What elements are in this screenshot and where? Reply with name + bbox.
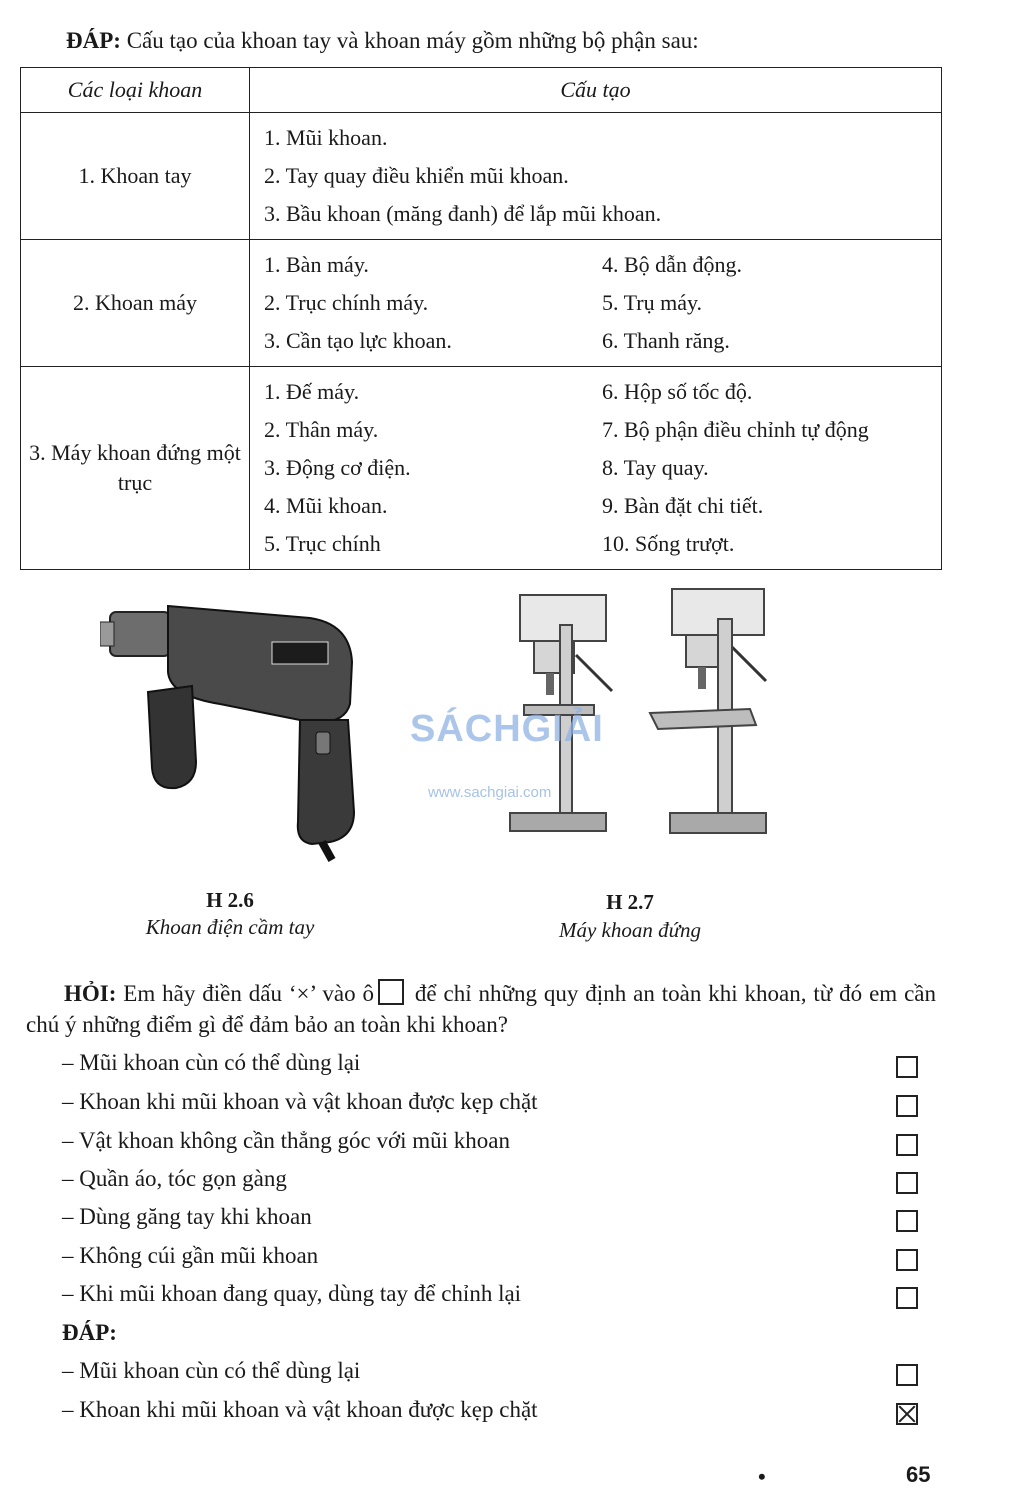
checkbox[interactable] [896, 1287, 918, 1309]
checkbox[interactable] [896, 1249, 918, 1271]
table-header-row [21, 68, 942, 113]
question-item: – Không cúi gần mũi khoan [62, 1243, 319, 1268]
figure-caption: Khoan điện cầm tay [145, 915, 315, 939]
checkbox[interactable] [896, 1210, 918, 1232]
table-row [21, 367, 942, 570]
page-number: 65 [906, 1462, 931, 1487]
watermark [410, 708, 604, 751]
intro-label: ĐÁP: [66, 28, 121, 53]
checkbox[interactable] [896, 1172, 918, 1194]
part-item: 4. Mũi khoan. [264, 493, 388, 518]
figure-title: H 2.6 [206, 888, 254, 912]
question-text-end: để chỉ những quy định an toàn khi khoan, từ đó em cần chú ý những điểm gì để đảm bảo an toàn khi khoan? [26, 981, 936, 1037]
parts-cell [250, 240, 942, 367]
checkbox[interactable] [896, 1095, 918, 1117]
question-label: HỎI: [64, 981, 117, 1006]
part-item: 2. Trục chính máy. [264, 290, 429, 315]
checkbox[interactable] [896, 1056, 918, 1078]
table-row [21, 240, 942, 367]
part-item: 1. Đế máy. [264, 379, 360, 404]
answer-item: – Khoan khi mũi khoan và vật khoan được kẹp chặt [62, 1397, 538, 1422]
question-item: – Khoan khi mũi khoan và vật khoan được kẹp chặt [62, 1089, 538, 1114]
example-checkbox [378, 979, 404, 1005]
part-item: 7. Bộ phận điều chỉnh tự động [602, 417, 869, 442]
table-row [21, 113, 942, 240]
part-item: 1. Mũi khoan. [264, 125, 388, 150]
question-item: – Quần áo, tóc gọn gàng [62, 1166, 287, 1191]
question-item: – Dùng găng tay khi khoan [62, 1204, 312, 1229]
parts-cell [250, 367, 942, 570]
part-item: 6. Hộp số tốc độ. [602, 379, 753, 404]
figure-title: H 2.7 [606, 890, 654, 914]
question-item: – Khi mũi khoan đang quay, dùng tay để chỉnh lại [62, 1281, 522, 1306]
watermark-url: www.sachgiai.com [428, 784, 552, 801]
part-item: 5. Trụ máy. [602, 290, 703, 315]
checkbox[interactable] [896, 1364, 918, 1386]
answer-item: – Mũi khoan cùn có thể dùng lại [62, 1358, 361, 1383]
question-item: – Vật khoan không cần thẳng góc với mũi khoan [62, 1128, 511, 1153]
checkbox-checked[interactable] [896, 1403, 918, 1425]
part-item: 10. Sống trượt. [602, 531, 735, 556]
header-drill-types: Các loại khoan [21, 68, 250, 113]
intro-line [66, 28, 699, 54]
drill-parts-table [20, 67, 942, 570]
part-item: 2. Thân máy. [264, 417, 379, 442]
part-item: 8. Tay quay. [602, 455, 709, 480]
part-item: 3. Bầu khoan (măng đanh) để lắp mũi khoan. [264, 201, 662, 226]
part-item: 3. Cần tạo lực khoan. [264, 328, 452, 353]
page-mark: • [758, 1464, 766, 1489]
drill-type-cell: 1. Khoan tay [21, 113, 250, 240]
checkbox[interactable] [896, 1134, 918, 1156]
question-item: – Mũi khoan cùn có thể dùng lại [62, 1050, 361, 1075]
part-item: 5. Trục chính [264, 531, 381, 556]
drill-type-cell: 3. Máy khoan đứng một trục [21, 367, 250, 570]
hand-drill-image [100, 592, 370, 862]
part-item: 3. Động cơ điện. [264, 455, 411, 480]
part-item: 9. Bàn đặt chi tiết. [602, 493, 764, 518]
answer-label: ĐÁP: [62, 1320, 117, 1345]
part-item: 2. Tay quay điều khiển mũi khoan. [264, 163, 569, 188]
question-paragraph [26, 978, 936, 1040]
intro-text: Cấu tạo của khoan tay và khoan máy gồm những bộ phận sau: [120, 28, 699, 53]
part-item: 1. Bàn máy. [264, 252, 369, 277]
part-item: 4. Bộ dẫn động. [602, 252, 742, 277]
watermark-brand: SÁCHGIẢI [410, 708, 604, 750]
parts-cell [250, 113, 942, 240]
part-item: 6. Thanh răng. [602, 328, 730, 353]
figure-caption: Máy khoan đứng [558, 918, 702, 942]
header-structure: Cấu tạo [250, 68, 942, 113]
question-text-start: Em hãy điền dấu ‘×’ vào ô [116, 981, 374, 1006]
drill-type-cell: 2. Khoan máy [21, 240, 250, 367]
